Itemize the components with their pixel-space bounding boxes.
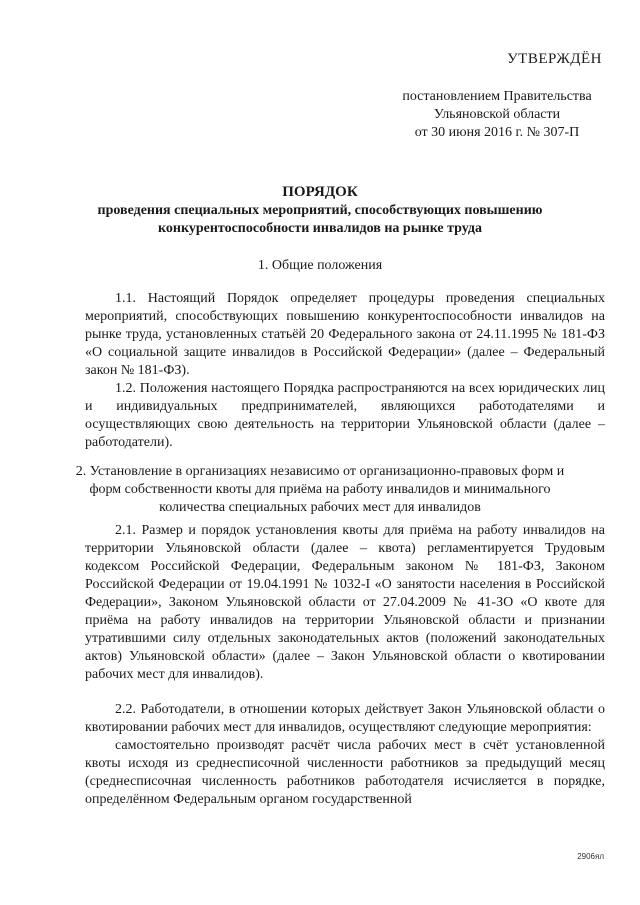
paragraph-1-1 xyxy=(85,290,605,380)
title-subtitle: проведения специальных мероприятий, способствующих повышению конкурентоспособности инвалидов на рынке труда xyxy=(97,203,543,236)
approval-stamp: УТВЕРЖДЁН xyxy=(507,51,602,67)
paragraph-2-1 xyxy=(85,522,605,684)
approval-line-3: от 30 июня 2016 г. № 307-П xyxy=(414,125,580,140)
paragraph-1-2 xyxy=(85,380,605,452)
document-code: 2906ял xyxy=(577,852,604,861)
paragraph-text: 1.2. Положения настоящего Порядка распространяются на всех юридических лиц и индивидуальных предпринимателей, являющихся работодателями и осуществляющих свою деятельность на территории Ульяновской области (далее – работодатели). xyxy=(85,381,605,450)
paragraph-text: самостоятельно производят расчёт числа рабочих мест в счёт установленной квоты исходя из среднесписочной численности работников за предыдущий месяц (среднесписочная численность работников работодателя исчисляется в порядке, определённом Федеральным органом государственной xyxy=(85,738,605,807)
paragraph-2-2 xyxy=(85,701,605,809)
title-main: ПОРЯДОК xyxy=(282,184,358,200)
document-title xyxy=(0,183,640,238)
approval-line-1: постановлением Правительства xyxy=(402,89,592,104)
paragraph-text: 2.1. Размер и порядок установления квоты для приёма на работу инвалидов на территории Ульяновской области (далее – квота) регламентируется Трудовым кодексом Российской Федерации, Федеральным законом № 181-ФЗ, Законом Российской Федерации от 19.04.1991 № 1032-I «О занятости населения в Российской Федерации», Законом Ульяновской области от 27.04.2009 № 41-ЗО «О квоте для приёма на работу инвалидов на территории Ульяновской области и признании утратившими силу отдельных законодательных актов (положений законодательных актов) Ульяновской области» (далее – Закон Ульяновской области о квотировании рабочих мест для инвалидов). xyxy=(85,523,605,682)
approval-line-2: Ульяновской области xyxy=(433,107,561,122)
section-heading-2: 2. Установление в организациях независимо от организационно-правовых форм и форм собственности квоты для приёма на работу инвалидов и минимального количества специальных рабочих мест для инвалидов xyxy=(75,464,565,515)
section-heading-1: 1. Общие положения xyxy=(257,258,383,273)
paragraph-text: 1.1. Настоящий Порядок определяет процедуры проведения специальных мероприятий, способствующих повышению конкурентоспособности инвалидов на рынке труда, установленных статьёй 20 Федерального закона от 24.11.1995 № 181-ФЗ «О социальной защите инвалидов в Российской Федерации» (далее – Федеральный закон № 181-ФЗ). xyxy=(85,291,605,378)
paragraph-text: 2.2. Работодатели, в отношении которых действует Закон Ульяновской области о квотировании рабочих мест для инвалидов, осуществляют следующие мероприятия: xyxy=(85,702,605,735)
